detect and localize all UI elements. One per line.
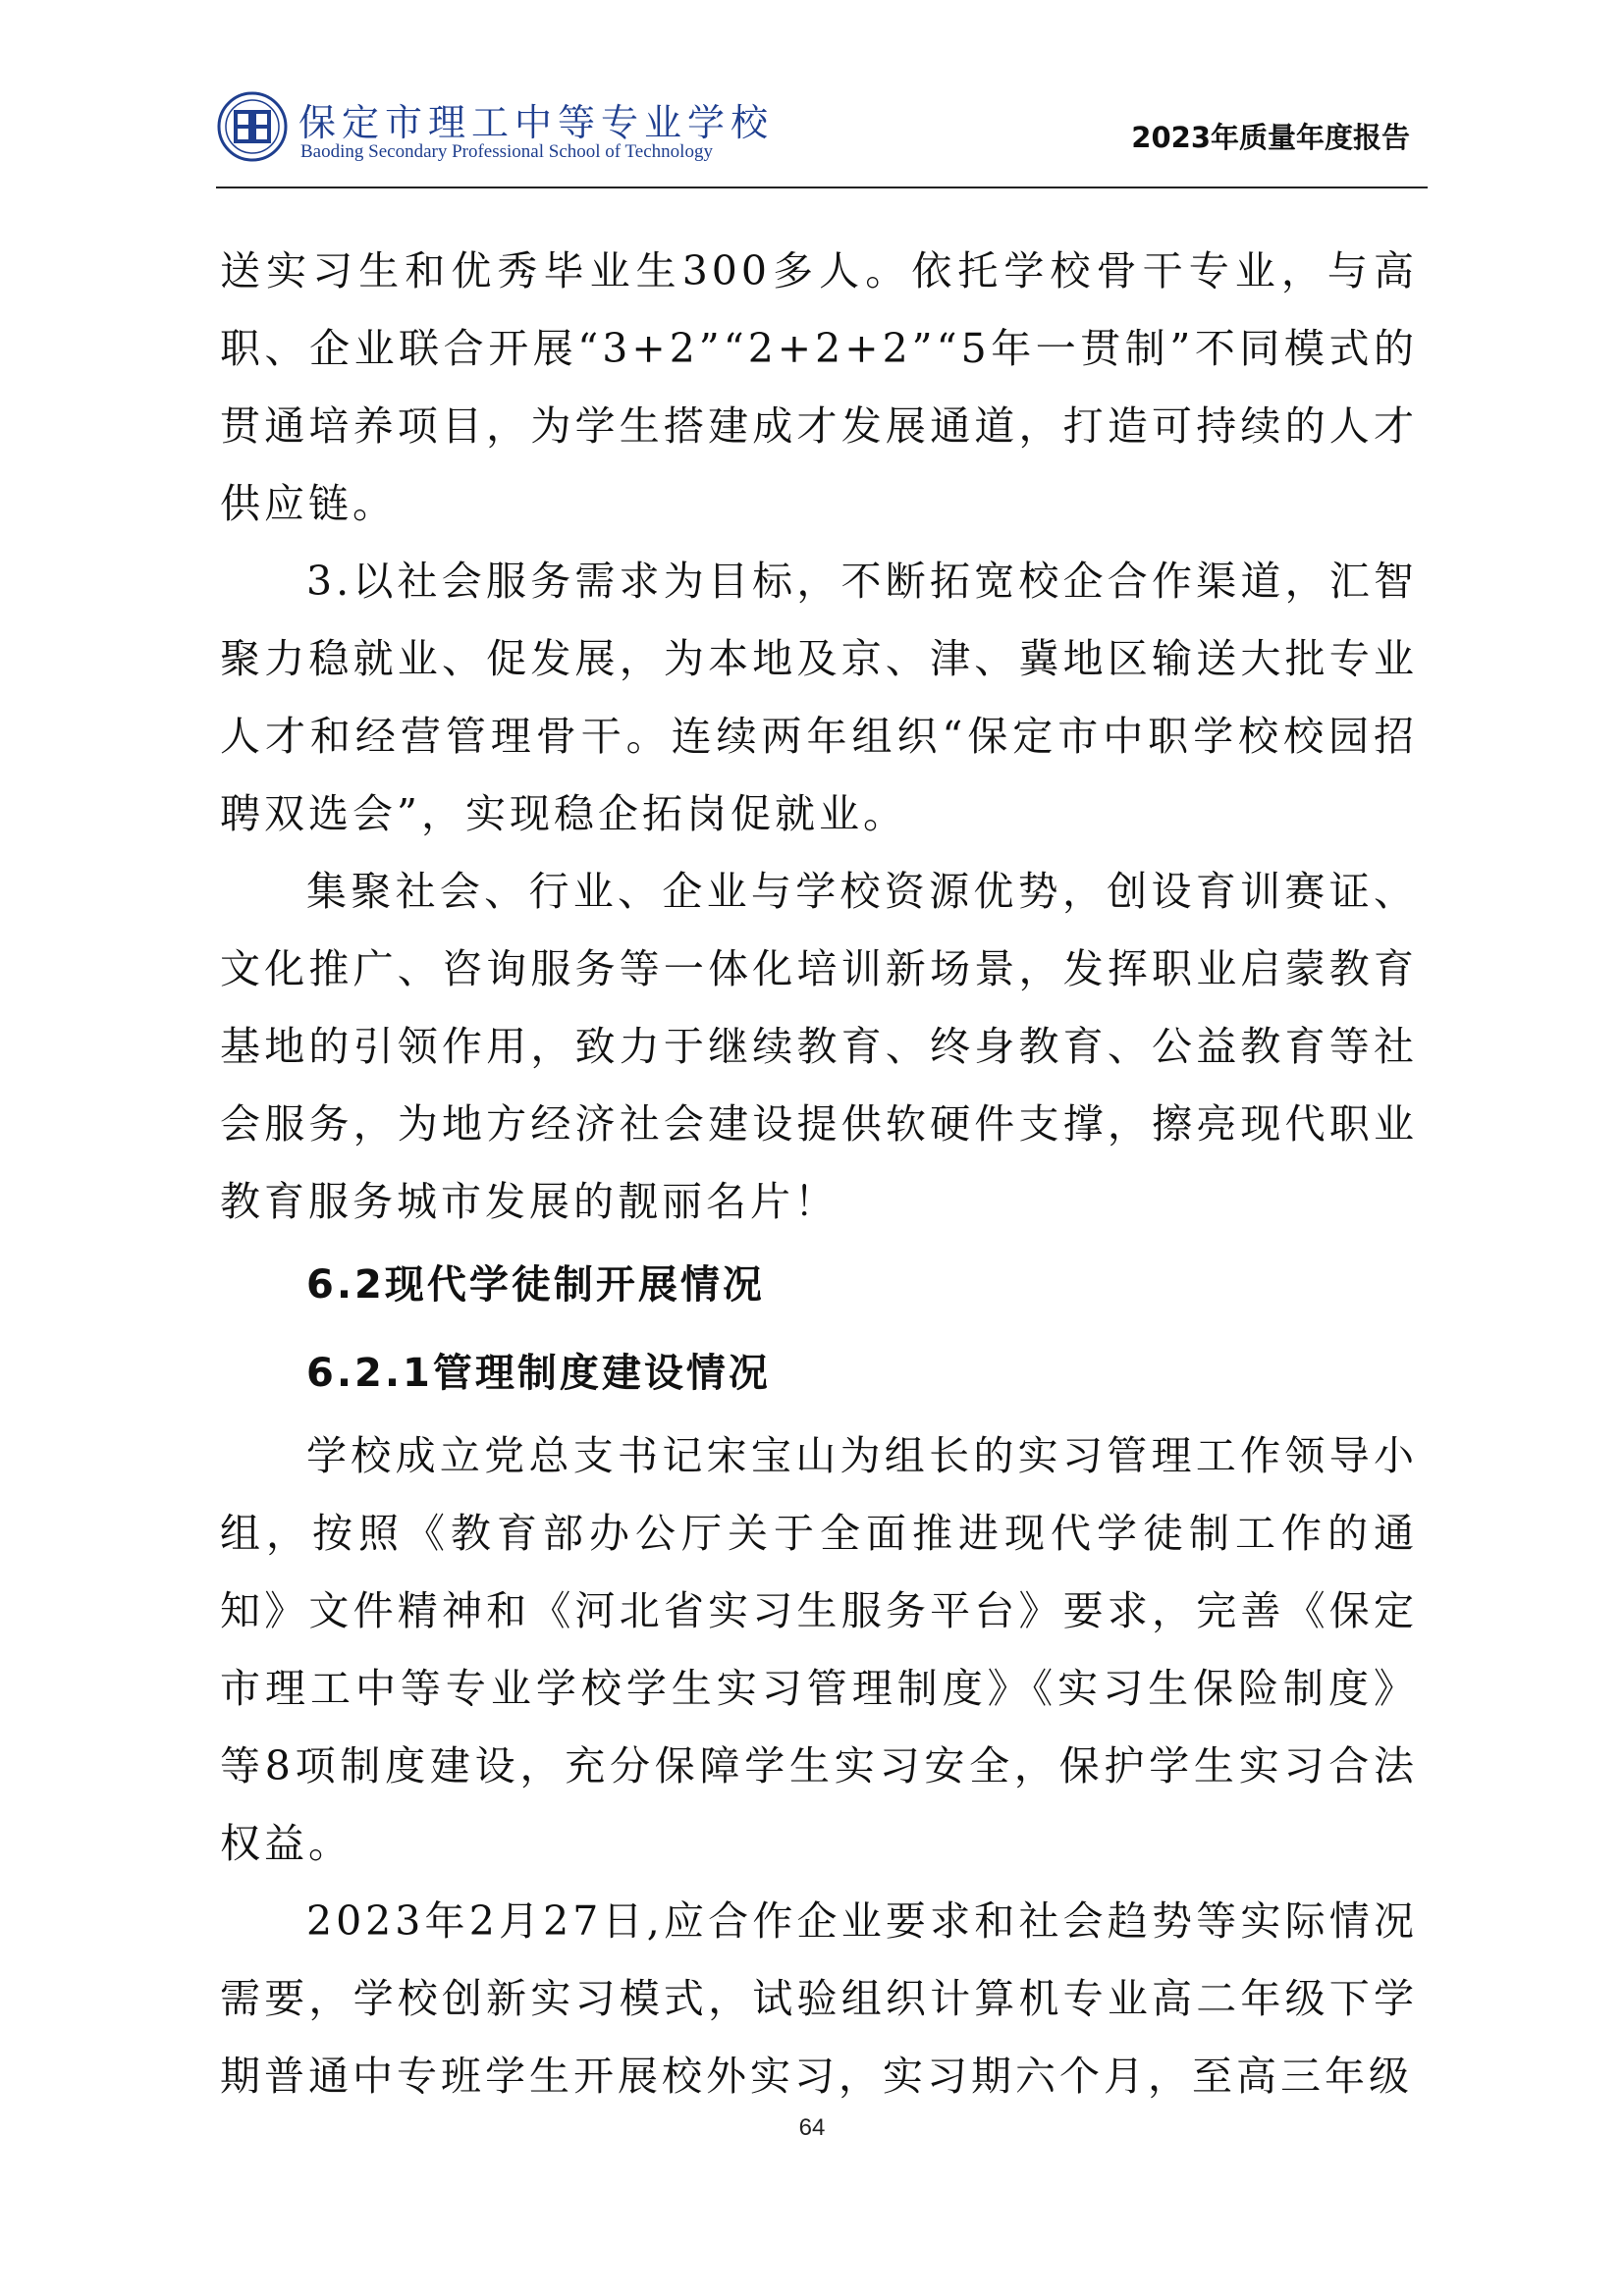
body-paragraph: 集聚社会、行业、企业与学校资源优势，创设育训赛证、文化推广、咨询服务等一体化培训新场景，发挥职业启蒙教育基地的引领作用，致力于继续教育、终身教育、公益教育等社会服务，为地方经济社会建设提供软硬件支撑，擦亮现代职业教育服务城市发展的靓丽名片！ bbox=[220, 868, 1418, 1225]
body-paragraph: 3.以社会服务需求为目标，不断拓宽校企合作渠道，汇智聚力稳就业、促发展，为本地及京、津、冀地区输送大批专业人才和经营管理骨干。连续两年组织“保定市中职学校校园招聘双选会”，实现稳企拓岗促就业。 bbox=[220, 558, 1418, 837]
body-paragraph: 学校成立党总支书记宋宝山为组长的实习管理工作领导小组，按照《教育部办公厅关于全面推进现代学徒制工作的通知》文件精神和《河北省实习生服务平台》要求，完善《保定市理工中等专业学校学生实习管理制度》《实习生保险制度》等8项制度建设，充分保障学生实习安全，保护学生实习合法权益。 bbox=[220, 1432, 1418, 1867]
report-title: 2023年质量年度报告 bbox=[1131, 121, 1410, 154]
school-name-en: Baoding Secondary Professional School of Technology bbox=[300, 141, 713, 162]
body-paragraph: 2023年2月27日,应合作企业要求和社会趋势等实际情况需要，学校创新实习模式，试验组织计算机专业高二年级下学期普通中专班学生开展校外实习，实习期六个月，至高三年级 bbox=[220, 1897, 1418, 2100]
school-logo-icon bbox=[216, 90, 289, 163]
page-number: 64 bbox=[798, 2114, 826, 2141]
page-content bbox=[220, 233, 1418, 2115]
school-name-cn: 保定市理工中等专业学校 bbox=[298, 101, 775, 144]
section-heading: 6.2现代学徒制开展情况 bbox=[306, 1262, 765, 1308]
subsection-heading: 6.2.1管理制度建设情况 bbox=[306, 1351, 771, 1396]
page-header bbox=[216, 86, 1424, 185]
body-paragraph: 送实习生和优秀毕业生300多人。依托学校骨干专业，与高职、企业联合开展“3+2”“2+2+2”“5年一贯制”不同模式的贯通培养项目，为学生搭建成才发展通道，打造可持续的人才供应链。 bbox=[220, 247, 1418, 527]
header-divider bbox=[216, 187, 1428, 188]
